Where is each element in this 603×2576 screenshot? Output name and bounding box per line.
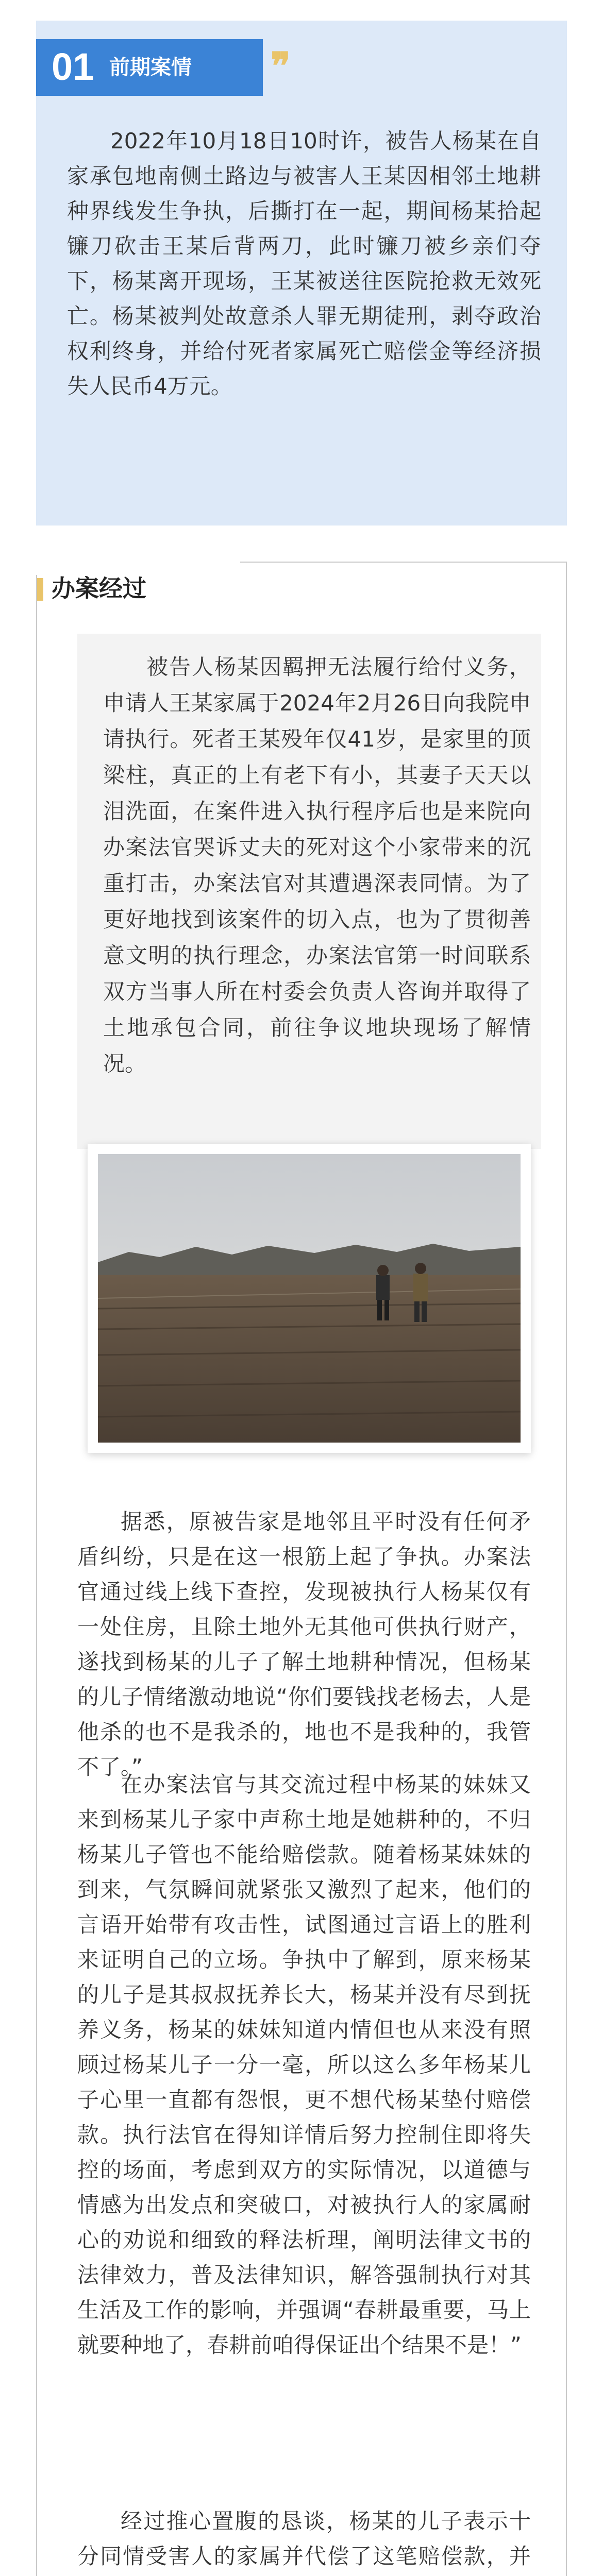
handling-paragraph-2: 据悉，原被告家是地邻且平时没有任何矛盾纠纷，只是在这一根筋上起了争执。办案法官通过线上线下查控，发现被执行人杨某仅有一处住房，且除土地外无其他可供执行财产，遂找到杨某的儿子了解土地耕种情况，但杨某的儿子情绪激动地说“你们要钱找老杨去，人是他杀的也不是我杀的，地也不是我种的，我管不了。”	[77, 1509, 531, 1780]
section-header-banner	[36, 39, 263, 96]
handling-paragraph-3: 在办案法官与其交流过程中杨某的妹妹又来到杨某儿子家中声称土地是她耕种的，不归杨某儿子管也不能给赔偿款。随着杨某妹妹的到来，气氛瞬间就紧张又激烈了起来，他们的言语开始带有攻击性，试图通过言语上的胜利来证明自己的立场。争执中了解到，原来杨某的儿子是其叔叔抚养长大，杨某并没有尽到抚养义务，杨某的妹妹知道内情但也从来没有照顾过杨某儿子一分一毫，所以这么多年杨某儿子心里一直都有怨恨，更不想代杨某垫付赔偿款。执行法官在得知详情后努力控制住即将失控的场面，考虑到双方的实际情况，以道德与情感为出发点和突破口，对被执行人的家属耐心的劝说和细致的释法析理，阐明法律文书的法律效力，普及法律知识，解答强制执行对其生活及工作的影响，并强调“春耕最重要，马上就要种地了，春耕前咱得保证出个结果不是！”	[77, 1772, 531, 2358]
section-number: 01	[52, 45, 94, 88]
handling-paragraph-1: 被告人杨某因羁押无法履行给付义务，申请人王某家属于2024年2月26日向我院申请执行。死者王某殁年仅41岁，是家里的顶梁柱，真正的上有老下有小，其妻子天天以泪洗面，在案件进入执行程序后也是来院向办案法官哭诉丈夫的死对这个小家带来的沉重打击，办案法官对其遭遇深表同情。为了更好地找到该案件的切入点，也为了贯彻善意文明的执行理念，办案法官第一时间联系双方当事人所在村委会负责人咨询并取得了土地承包合同，前往争议地块现场了解情况。	[103, 654, 531, 1076]
case-background-section	[36, 21, 567, 526]
field-photo-frame	[88, 1144, 531, 1453]
handling-process-header-mask	[29, 556, 240, 575]
case-background-text: 2022年10月18日10时许，被告人杨某在自家承包地南侧土路边与被害人王某因相邻土地耕种界线发生争执，后撕打在一起，期间杨某拾起镰刀砍击王某后背两刀，此时镰刀被乡亲们夺下，杨某离开现场，王某被送往医院抢救无效死亡。杨某被判处故意杀人罪无期徒刑，剥夺政治权利终身，并给付死者家属死亡赔偿金等经济损失人民币4万元。	[67, 128, 541, 399]
section-title: 前期案情	[109, 56, 192, 79]
field-photo	[98, 1154, 521, 1443]
handling-paragraph-4: 经过推心置腹的恳谈，杨某的儿子表示十分同情受害人的家属并代偿了这笔赔偿款，并	[77, 2509, 531, 2569]
handling-process-title: 办案经过	[52, 574, 146, 602]
quote-mark-icon: ❞	[271, 44, 291, 88]
heading-accent-bar	[37, 578, 43, 601]
